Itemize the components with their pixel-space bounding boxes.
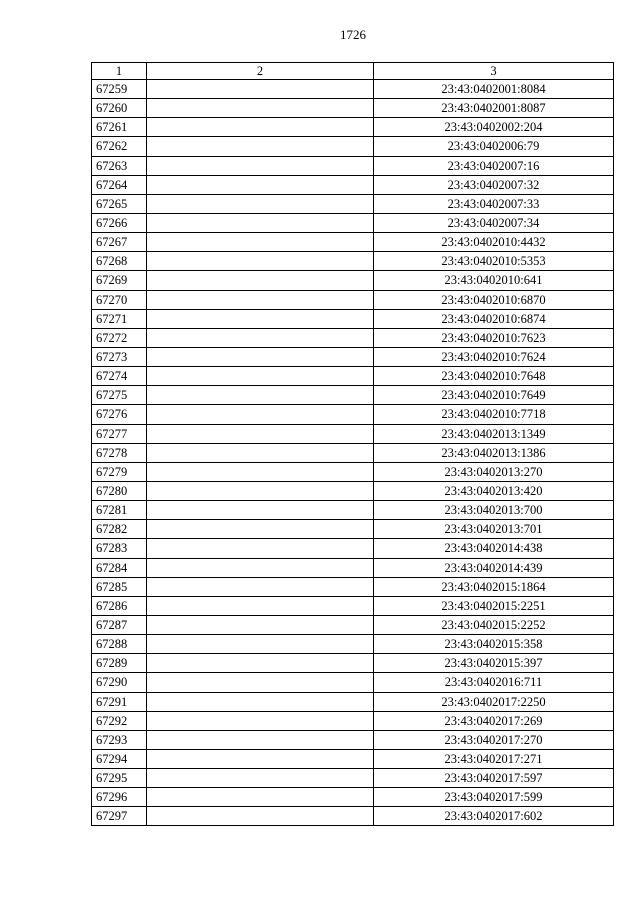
- table-row: [92, 347, 614, 366]
- row-name-cell: [147, 520, 374, 539]
- row-cadastral-number-cell: 23:43:0402013:1386: [374, 443, 614, 462]
- row-name-cell: [147, 424, 374, 443]
- row-cadastral-number-cell: 23:43:0402002:204: [374, 118, 614, 137]
- column-header-1: 1: [92, 63, 147, 80]
- row-cadastral-number-cell: 23:43:0402015:2251: [374, 596, 614, 615]
- row-number-cell: 67295: [92, 769, 147, 788]
- row-cadastral-number-cell: 23:43:0402007:33: [374, 194, 614, 213]
- row-number-cell: 67259: [92, 80, 147, 99]
- row-number-cell: 67270: [92, 290, 147, 309]
- row-name-cell: [147, 462, 374, 481]
- row-name-cell: [147, 137, 374, 156]
- row-number-cell: 67283: [92, 539, 147, 558]
- row-number-cell: 67281: [92, 501, 147, 520]
- table-row: [92, 80, 614, 99]
- table-row: [92, 386, 614, 405]
- table-row: [92, 654, 614, 673]
- row-cadastral-number-cell: 23:43:0402014:438: [374, 539, 614, 558]
- table-row: [92, 462, 614, 481]
- table-row: [92, 577, 614, 596]
- page-number: 1726: [340, 27, 366, 42]
- row-name-cell: [147, 175, 374, 194]
- row-number-cell: 67292: [92, 711, 147, 730]
- table-row: [92, 137, 614, 156]
- row-name-cell: [147, 807, 374, 826]
- row-cadastral-number-cell: 23:43:0402010:4432: [374, 233, 614, 252]
- table-row: [92, 673, 614, 692]
- row-cadastral-number-cell: 23:43:0402001:8084: [374, 80, 614, 99]
- row-name-cell: [147, 118, 374, 137]
- row-number-cell: 67284: [92, 558, 147, 577]
- row-number-cell: 67261: [92, 118, 147, 137]
- table-row: [92, 252, 614, 271]
- row-number-cell: 67275: [92, 386, 147, 405]
- row-name-cell: [147, 271, 374, 290]
- table-row: [92, 788, 614, 807]
- row-name-cell: [147, 386, 374, 405]
- row-cadastral-number-cell: 23:43:0402010:7624: [374, 347, 614, 366]
- row-number-cell: 67293: [92, 730, 147, 749]
- row-cadastral-number-cell: 23:43:0402017:271: [374, 749, 614, 768]
- table-row: [92, 424, 614, 443]
- table-row: [92, 635, 614, 654]
- table-row: [92, 271, 614, 290]
- table-row: [92, 156, 614, 175]
- row-number-cell: 67264: [92, 175, 147, 194]
- table-row: [92, 730, 614, 749]
- row-name-cell: [147, 405, 374, 424]
- table-row: [92, 328, 614, 347]
- row-name-cell: [147, 194, 374, 213]
- row-number-cell: 67260: [92, 99, 147, 118]
- row-cadastral-number-cell: 23:43:0402013:701: [374, 520, 614, 539]
- row-number-cell: 67267: [92, 233, 147, 252]
- table-row: [92, 290, 614, 309]
- row-name-cell: [147, 730, 374, 749]
- table-row: [92, 711, 614, 730]
- row-cadastral-number-cell: 23:43:0402015:358: [374, 635, 614, 654]
- row-name-cell: [147, 481, 374, 500]
- row-cadastral-number-cell: 23:43:0402017:599: [374, 788, 614, 807]
- header-row: [92, 63, 614, 80]
- row-name-cell: [147, 80, 374, 99]
- row-number-cell: 67274: [92, 367, 147, 386]
- row-name-cell: [147, 309, 374, 328]
- row-name-cell: [147, 252, 374, 271]
- row-cadastral-number-cell: 23:43:0402017:270: [374, 730, 614, 749]
- table-row: [92, 692, 614, 711]
- table-row: [92, 443, 614, 462]
- row-name-cell: [147, 673, 374, 692]
- row-name-cell: [147, 443, 374, 462]
- row-number-cell: 67289: [92, 654, 147, 673]
- row-number-cell: 67285: [92, 577, 147, 596]
- row-cadastral-number-cell: 23:43:0402017:2250: [374, 692, 614, 711]
- row-number-cell: 67294: [92, 749, 147, 768]
- row-number-cell: 67287: [92, 615, 147, 634]
- row-cadastral-number-cell: 23:43:0402016:711: [374, 673, 614, 692]
- row-name-cell: [147, 290, 374, 309]
- table-row: [92, 118, 614, 137]
- row-number-cell: 67291: [92, 692, 147, 711]
- row-cadastral-number-cell: 23:43:0402010:7718: [374, 405, 614, 424]
- row-number-cell: 67276: [92, 405, 147, 424]
- row-cadastral-number-cell: 23:43:0402010:7649: [374, 386, 614, 405]
- row-cadastral-number-cell: 23:43:0402013:1349: [374, 424, 614, 443]
- table-row: [92, 99, 614, 118]
- table-row: [92, 539, 614, 558]
- row-name-cell: [147, 596, 374, 615]
- row-number-cell: 67278: [92, 443, 147, 462]
- row-cadastral-number-cell: 23:43:0402006:79: [374, 137, 614, 156]
- row-name-cell: [147, 711, 374, 730]
- row-cadastral-number-cell: 23:43:0402015:2252: [374, 615, 614, 634]
- row-cadastral-number-cell: 23:43:0402013:270: [374, 462, 614, 481]
- row-number-cell: 67290: [92, 673, 147, 692]
- row-cadastral-number-cell: 23:43:0402010:7623: [374, 328, 614, 347]
- table-row: [92, 749, 614, 768]
- column-header-2: 2: [147, 63, 374, 80]
- row-name-cell: [147, 749, 374, 768]
- table-row: [92, 520, 614, 539]
- row-number-cell: 67288: [92, 635, 147, 654]
- row-number-cell: 67269: [92, 271, 147, 290]
- row-number-cell: 67297: [92, 807, 147, 826]
- table-row: [92, 558, 614, 577]
- row-cadastral-number-cell: 23:43:0402017:269: [374, 711, 614, 730]
- row-number-cell: 67266: [92, 213, 147, 232]
- row-name-cell: [147, 577, 374, 596]
- row-cadastral-number-cell: 23:43:0402017:602: [374, 807, 614, 826]
- row-name-cell: [147, 367, 374, 386]
- table-row: [92, 501, 614, 520]
- table-row: [92, 769, 614, 788]
- row-number-cell: 67265: [92, 194, 147, 213]
- row-cadastral-number-cell: 23:43:0402010:7648: [374, 367, 614, 386]
- row-cadastral-number-cell: 23:43:0402014:439: [374, 558, 614, 577]
- row-name-cell: [147, 558, 374, 577]
- row-number-cell: 67277: [92, 424, 147, 443]
- row-number-cell: 67296: [92, 788, 147, 807]
- table-row: [92, 807, 614, 826]
- row-cadastral-number-cell: 23:43:0402010:5353: [374, 252, 614, 271]
- row-cadastral-number-cell: 23:43:0402010:6870: [374, 290, 614, 309]
- row-number-cell: 67280: [92, 481, 147, 500]
- row-cadastral-number-cell: 23:43:0402010:641: [374, 271, 614, 290]
- table-header: [92, 63, 614, 80]
- table-row: [92, 194, 614, 213]
- row-name-cell: [147, 156, 374, 175]
- row-cadastral-number-cell: 23:43:0402007:34: [374, 213, 614, 232]
- table-row: [92, 309, 614, 328]
- row-number-cell: 67273: [92, 347, 147, 366]
- row-cadastral-number-cell: 23:43:0402010:6874: [374, 309, 614, 328]
- row-number-cell: 67262: [92, 137, 147, 156]
- row-name-cell: [147, 692, 374, 711]
- row-name-cell: [147, 769, 374, 788]
- table-row: [92, 481, 614, 500]
- row-number-cell: 67268: [92, 252, 147, 271]
- row-number-cell: 67272: [92, 328, 147, 347]
- row-cadastral-number-cell: 23:43:0402007:32: [374, 175, 614, 194]
- row-name-cell: [147, 654, 374, 673]
- row-name-cell: [147, 328, 374, 347]
- table-row: [92, 615, 614, 634]
- row-name-cell: [147, 615, 374, 634]
- row-name-cell: [147, 99, 374, 118]
- table-row: [92, 213, 614, 232]
- row-cadastral-number-cell: 23:43:0402007:16: [374, 156, 614, 175]
- table-row: [92, 367, 614, 386]
- row-cadastral-number-cell: 23:43:0402013:420: [374, 481, 614, 500]
- column-header-3: 3: [374, 63, 614, 80]
- table-row: [92, 233, 614, 252]
- row-name-cell: [147, 788, 374, 807]
- table-body: [92, 80, 614, 826]
- row-number-cell: 67279: [92, 462, 147, 481]
- row-name-cell: [147, 347, 374, 366]
- row-number-cell: 67271: [92, 309, 147, 328]
- row-cadastral-number-cell: 23:43:0402013:700: [374, 501, 614, 520]
- row-number-cell: 67286: [92, 596, 147, 615]
- row-cadastral-number-cell: 23:43:0402001:8087: [374, 99, 614, 118]
- row-number-cell: 67282: [92, 520, 147, 539]
- table-row: [92, 175, 614, 194]
- row-name-cell: [147, 635, 374, 654]
- row-name-cell: [147, 213, 374, 232]
- row-cadastral-number-cell: 23:43:0402015:1864: [374, 577, 614, 596]
- row-name-cell: [147, 233, 374, 252]
- row-name-cell: [147, 501, 374, 520]
- row-cadastral-number-cell: 23:43:0402017:597: [374, 769, 614, 788]
- table-row: [92, 596, 614, 615]
- row-cadastral-number-cell: 23:43:0402015:397: [374, 654, 614, 673]
- row-name-cell: [147, 539, 374, 558]
- cadastral-table: [91, 62, 614, 826]
- table-row: [92, 405, 614, 424]
- row-number-cell: 67263: [92, 156, 147, 175]
